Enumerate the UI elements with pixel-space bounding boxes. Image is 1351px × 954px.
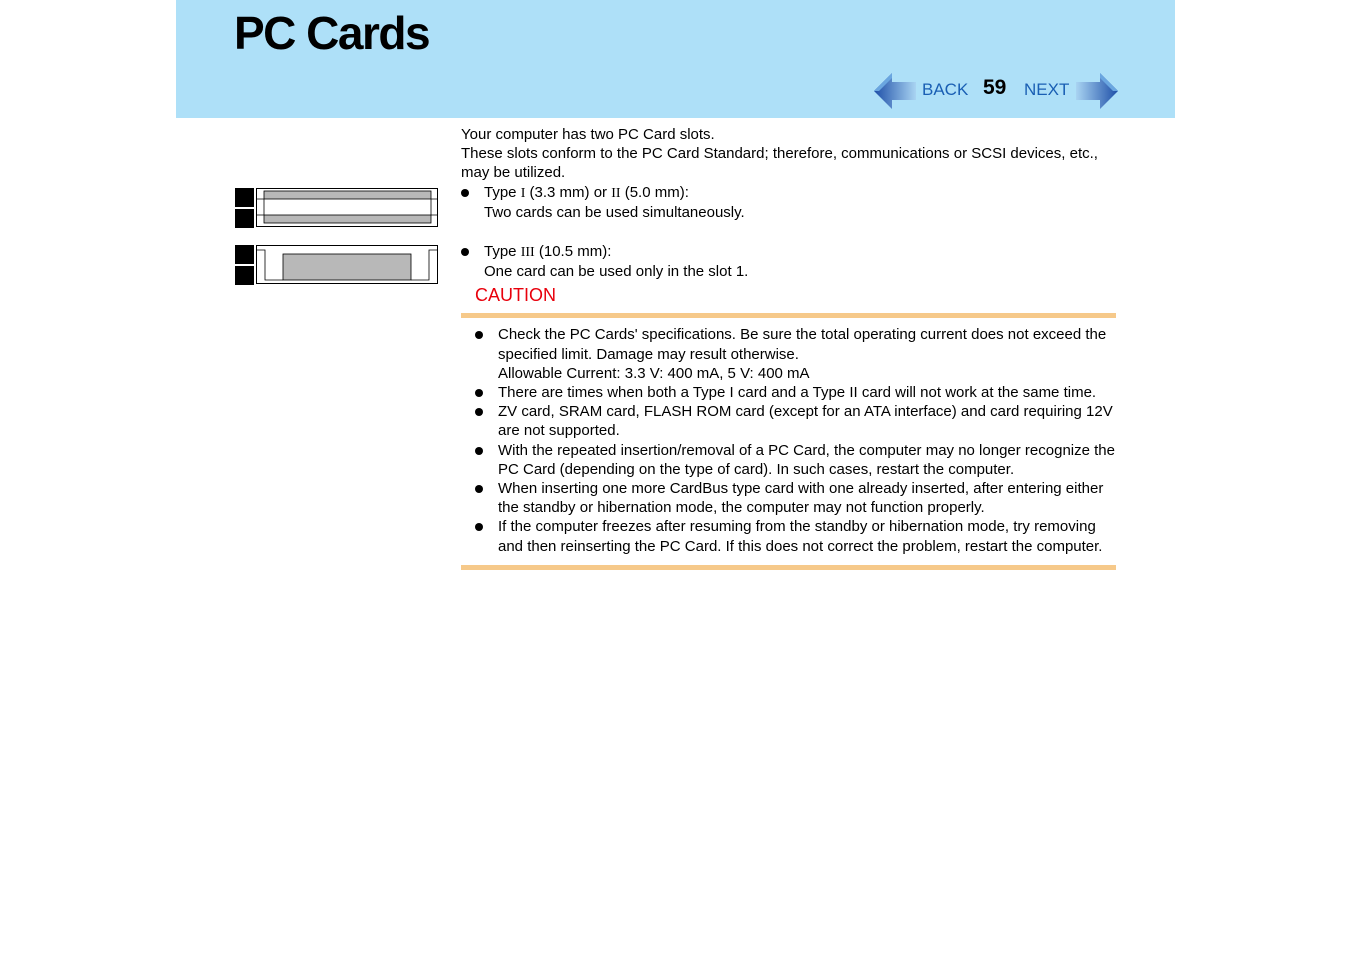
bullet-icon bbox=[475, 523, 483, 531]
bullet-icon bbox=[475, 447, 483, 455]
intro-line-1: Your computer has two PC Card slots. bbox=[461, 126, 715, 143]
bullet-icon bbox=[461, 189, 469, 197]
caution-item: If the computer freezes after resuming from the standby or hibernation mode, try removing and then reinserting the PC Card. If this does not correct the problem, restart the computer. bbox=[475, 517, 1116, 555]
page-navigation bbox=[874, 72, 1118, 110]
next-arrow-icon[interactable] bbox=[1076, 72, 1118, 110]
type-1-2-detail: Two cards can be used simultaneously. bbox=[484, 203, 745, 221]
bullet-icon bbox=[475, 389, 483, 397]
caution-list bbox=[461, 318, 1116, 561]
page-number: 59 bbox=[983, 76, 1007, 99]
type-3-slot-illustration bbox=[235, 244, 439, 286]
type-1-2-item: Type I (3.3 mm) or II (5.0 mm): Two cards can be used simultaneously. bbox=[461, 183, 1116, 222]
page-header bbox=[176, 0, 1175, 118]
bullet-icon bbox=[475, 485, 483, 493]
caution-item: Check the PC Cards' specifications. Be sure the total operating current does not exceed the specified limit. Damage may result otherwise. Allowable Current: 3.3 V: 400 mA, 5 V: 400 mA bbox=[475, 325, 1116, 383]
caution-item: With the repeated insertion/removal of a PC Card, the computer may no longer recognize the PC Card (depending on the type of card). In such cases, restart the computer. bbox=[475, 441, 1116, 479]
bullet-icon bbox=[475, 408, 483, 416]
page-title: PC Cards bbox=[234, 7, 430, 59]
caution-item: ZV card, SRAM card, FLASH ROM card (except for an ATA interface) and card requiring 12V are not supported. bbox=[475, 402, 1116, 440]
caution-item: There are times when both a Type I card and a Type II card will not work at the same time. bbox=[475, 383, 1116, 402]
next-button[interactable]: NEXT bbox=[1024, 80, 1070, 99]
bullet-icon bbox=[475, 331, 483, 339]
caution-heading: CAUTION bbox=[475, 285, 556, 306]
caution-bottom-divider bbox=[461, 565, 1116, 570]
main-content bbox=[461, 125, 1116, 570]
bullet-icon bbox=[461, 248, 469, 256]
back-button[interactable]: BACK bbox=[922, 80, 969, 99]
caution-item: When inserting one more CardBus type card with one already inserted, after entering either the standby or hibernation mode, the computer may not function properly. bbox=[475, 479, 1116, 517]
type-3-detail: One card can be used only in the slot 1. bbox=[484, 263, 749, 281]
type-3-item: Type III (10.5 mm): One card can be used only in the slot 1. bbox=[461, 242, 1116, 281]
intro-line-2: These slots conform to the PC Card Standard; therefore, communications or SCSI devices, etc., may be utilized. bbox=[461, 145, 1098, 182]
back-arrow-icon[interactable] bbox=[874, 72, 916, 110]
type-1-2-slot-illustration bbox=[235, 187, 439, 229]
